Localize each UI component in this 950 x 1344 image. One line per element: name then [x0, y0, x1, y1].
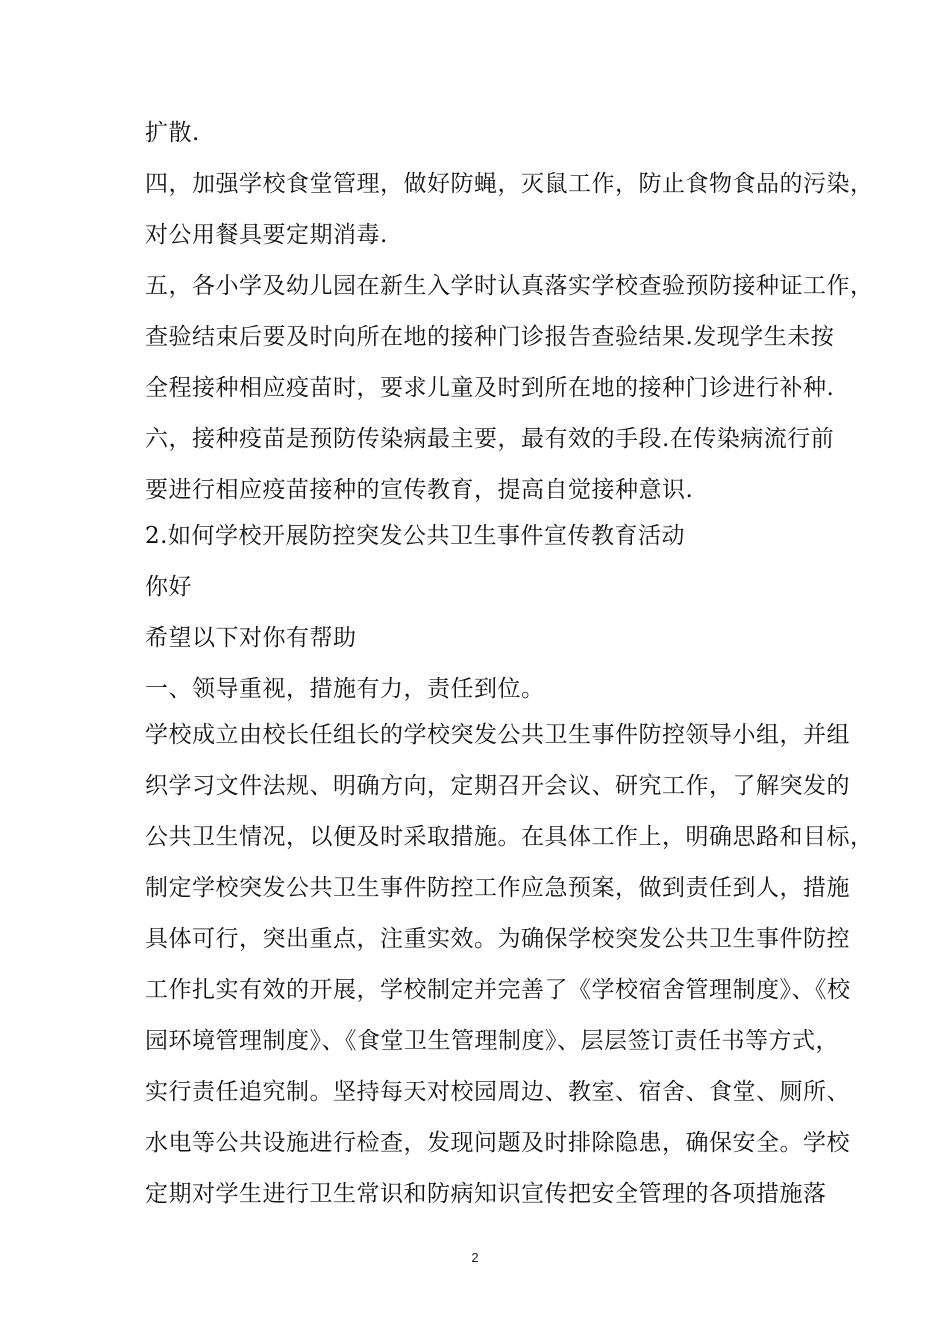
text-line: 制定学校突发公共卫生事件防控工作应急预案，做到责任到人，措施 — [145, 875, 850, 901]
text-line: 定期对学生进行卫生常识和防病知识宣传把安全管理的各项措施落 — [145, 1181, 827, 1207]
text-line: 具体可行，突出重点，注重实效。为确保学校突发公共卫生事件防控 — [145, 926, 850, 952]
section-heading: 2.如何学校开展防控突发公共卫生事件宣传教育活动 — [145, 523, 685, 549]
text-line: 公共卫生情况，以便及时采取措施。在具体工作上，明确思路和目标， — [145, 824, 874, 850]
text-line: 希望以下对你有帮助 — [145, 625, 357, 651]
text-line: 园环境管理制度》、《食堂卫生管理制度》、层层签订责任书等方式， — [145, 1028, 839, 1054]
text-line: 要进行相应疫苗接种的宣传教育，提高自觉接种意识. — [145, 477, 694, 503]
text-line: 查验结束后要及时向所在地的接种门诊报告查验结果.发现学生未按 — [145, 324, 835, 350]
text-line: 四，加强学校食堂管理，做好防蝇，灭鼠工作，防止食物食品的污染， — [145, 171, 874, 197]
text-line: 实行责任追究制。坚持每天对校园周边、教室、宿舍、食堂、厕所、 — [145, 1079, 850, 1105]
text-line: 工作扎实有效的开展，学校制定并完善了《学校宿舍管理制度》、《校 — [145, 977, 851, 1003]
text-line: 学校成立由校长任组长的学校突发公共卫生事件防控领导小组，并组 — [145, 722, 850, 748]
text-line: 扩散. — [145, 120, 200, 146]
text-line: 五，各小学及幼儿园在新生入学时认真落实学校查验预防接种证工作， — [145, 273, 874, 299]
text-line: 六，接种疫苗是预防传染病最主要，最有效的手段.在传染病流行前 — [145, 426, 835, 452]
text-line: 水电等公共设施进行检查，发现问题及时排除隐患，确保安全。学校 — [145, 1130, 850, 1156]
text-line: 一、领导重视，措施有力，责任到位。 — [145, 676, 545, 702]
text-line: 全程接种相应疫苗时，要求儿童及时到所在地的接种门诊进行补种. — [145, 375, 835, 401]
page-number: 2 — [471, 1250, 479, 1265]
text-line: 对公用餐具要定期消毒. — [145, 222, 388, 248]
text-line: 织学习文件法规、明确方向，定期召开会议、研究工作，了解突发的 — [145, 773, 850, 799]
text-line: 你好 — [145, 574, 192, 600]
